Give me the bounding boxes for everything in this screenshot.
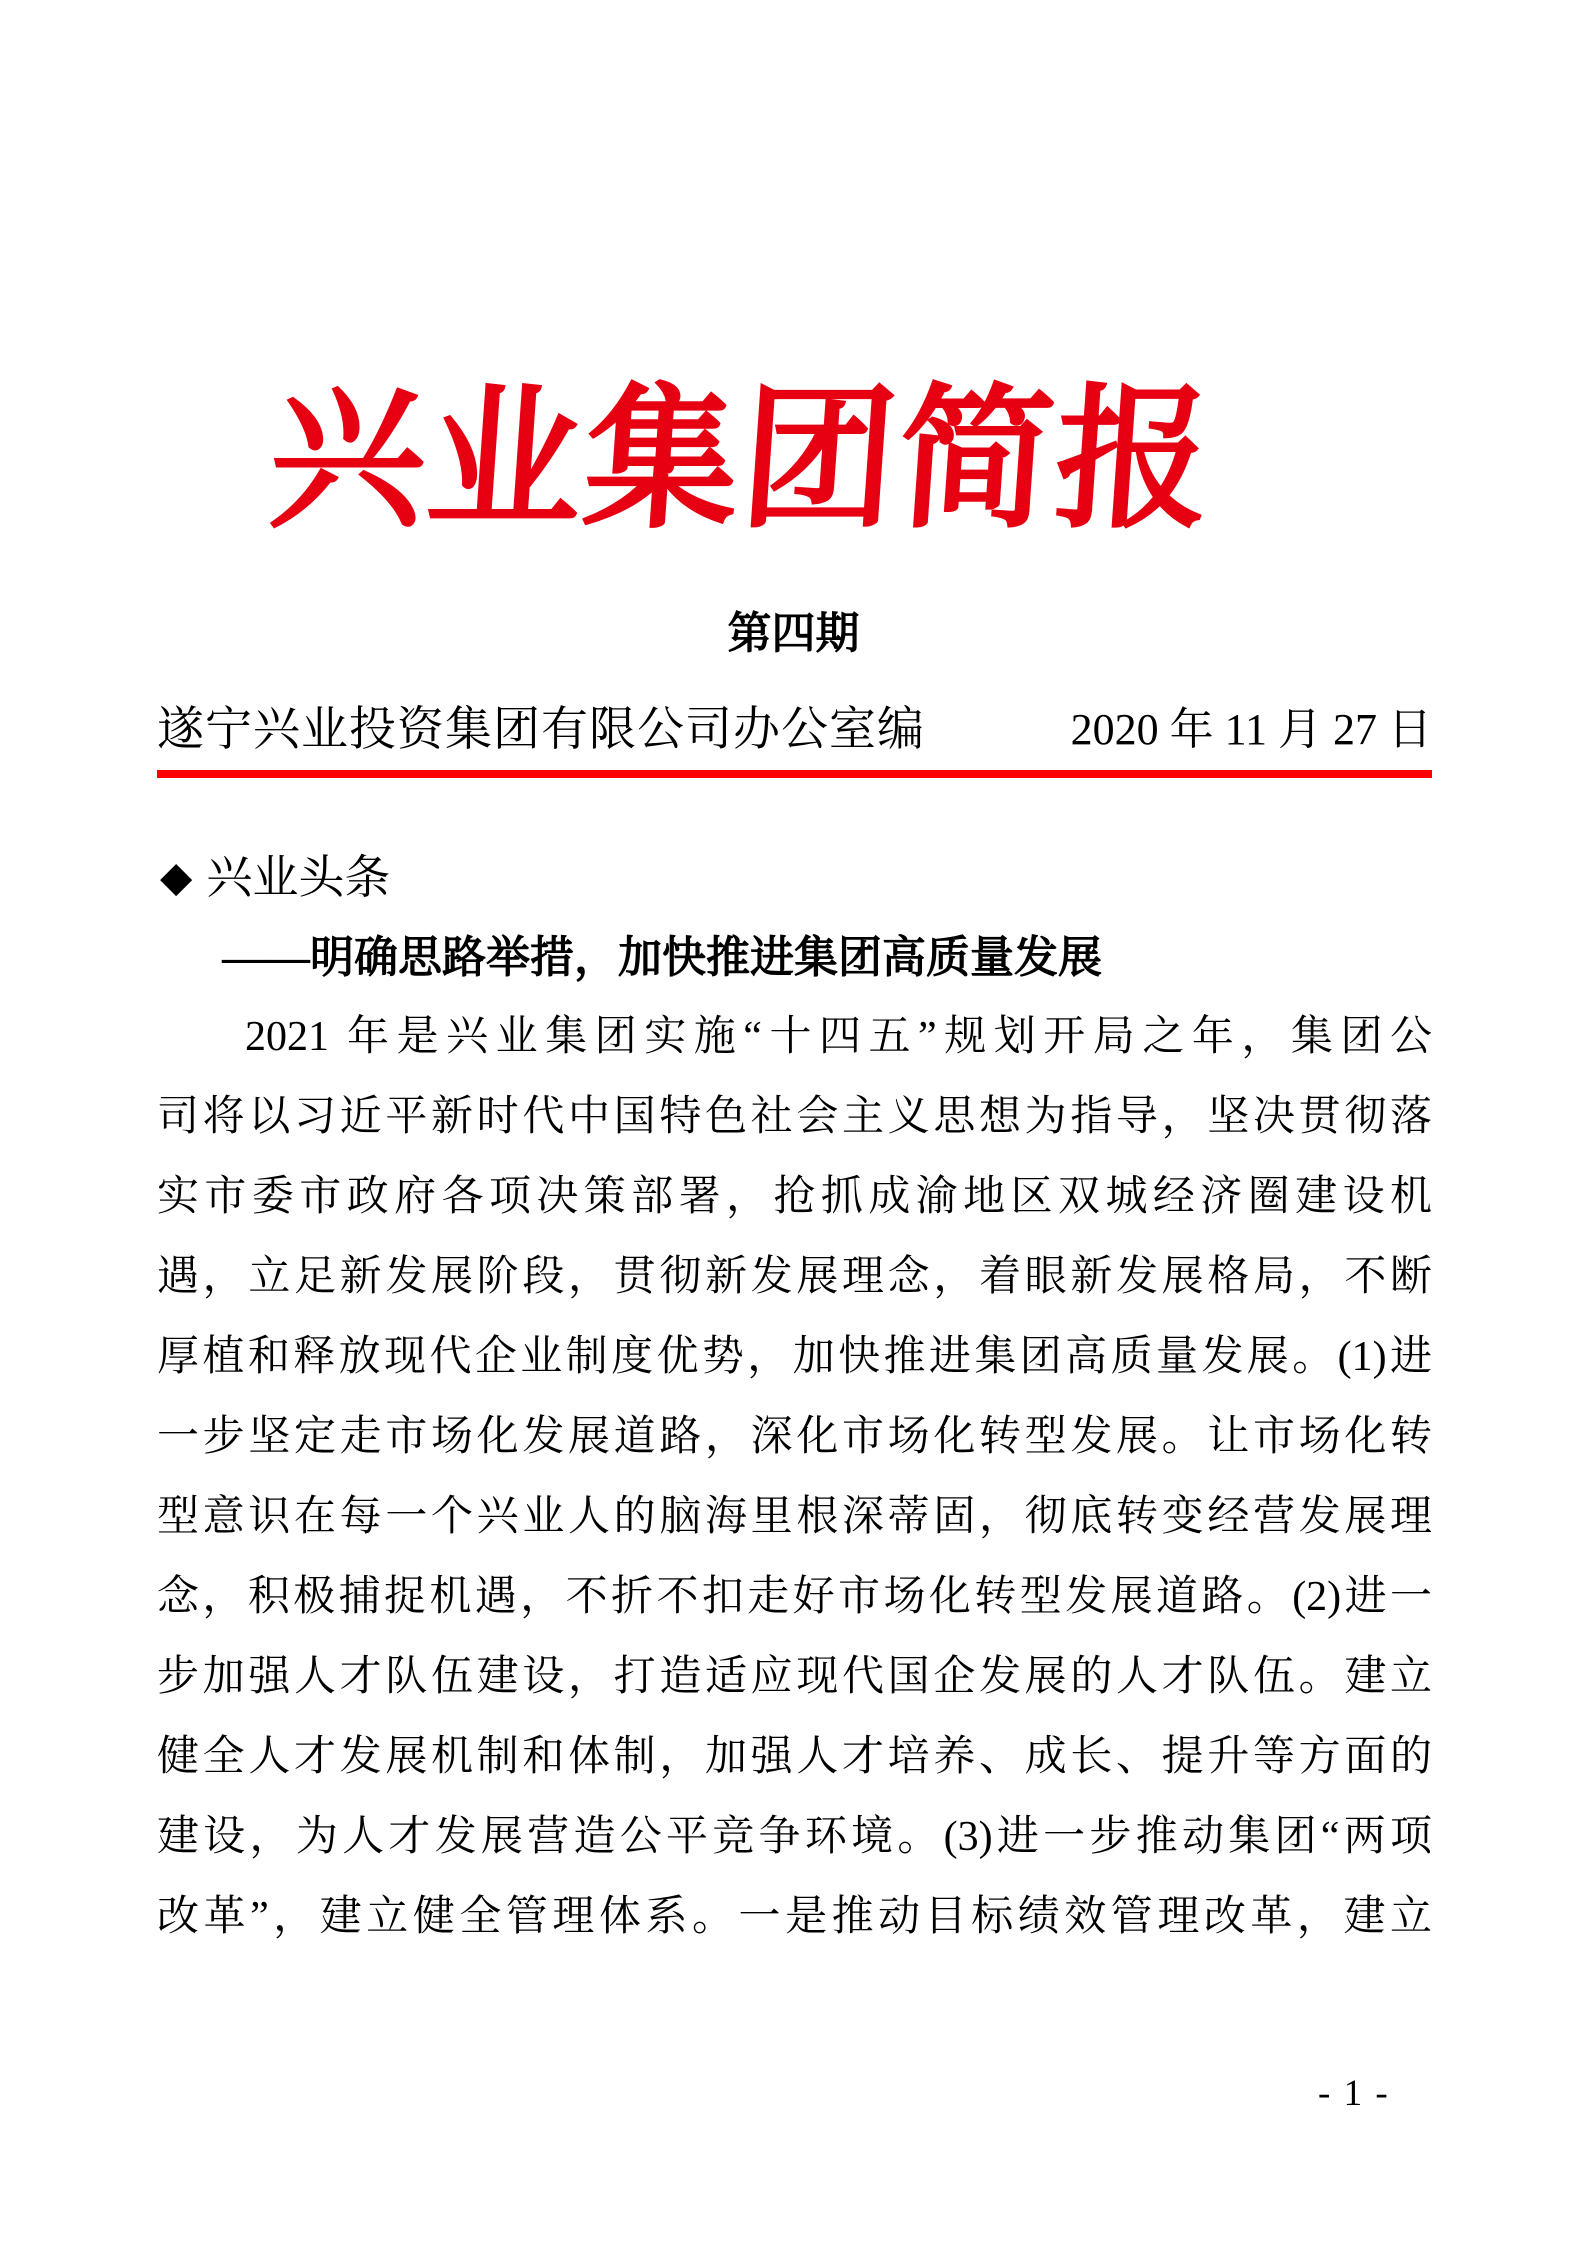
section-title: 兴业头条 (206, 852, 391, 903)
body-line: 健全人才发展机制和体制，加强人才培养、成长、提升等方面的 (157, 1734, 1432, 1780)
article-body (157, 997, 1432, 1957)
diamond-bullet-icon: ◆ (160, 855, 193, 901)
page-number: - 1 - (1318, 2073, 1390, 2114)
masthead-title: 兴业集团简报 (264, 369, 1219, 550)
body-line: 改革”，建立健全管理体系。一是推动目标绩效管理改革，建立 (157, 1894, 1432, 1940)
article-headline: ——明确思路举措，加快推进集团高质量发展 (222, 933, 1102, 982)
issue-number: 第四期 (727, 609, 860, 658)
publisher-row (157, 696, 1432, 754)
body-line: 2021 年是兴业集团实施“十四五”规划开局之年，集团公 (245, 1014, 1432, 1060)
body-line: 厚植和释放现代企业制度优势，加快推进集团高质量发展。(1)进 (157, 1334, 1432, 1380)
body-line: 念，积极捕捉机遇，不折不扣走好市场化转型发展道路。(2)进一 (157, 1574, 1432, 1620)
body-line: 型意识在每一个兴业人的脑海里根深蒂固，彻底转变经营发展理 (157, 1494, 1432, 1540)
body-line: 建设，为人才发展营造公平竞争环境。(3)进一步推动集团“两项 (157, 1814, 1432, 1860)
body-line: 一步坚定走市场化发展道路，深化市场化转型发展。让市场化转 (157, 1414, 1432, 1460)
publisher-name: 遂宁兴业投资集团有限公司办公室编 (157, 703, 925, 756)
body-line: 司将以习近平新时代中国特色社会主义思想为指导，坚决贯彻落 (157, 1094, 1432, 1140)
body-line: 实市委市政府各项决策部署，抢抓成渝地区双城经济圈建设机 (157, 1174, 1432, 1220)
section-heading (160, 838, 390, 918)
publish-date: 2020 年 11 月 27 日 (1070, 705, 1432, 754)
body-line: 步加强人才队伍建设，打造适应现代国企发展的人才队伍。建立 (157, 1654, 1432, 1700)
masthead-divider-rule (157, 770, 1432, 778)
body-line: 遇，立足新发展阶段，贯彻新发展理念，着眼新发展格局，不断 (157, 1254, 1432, 1300)
